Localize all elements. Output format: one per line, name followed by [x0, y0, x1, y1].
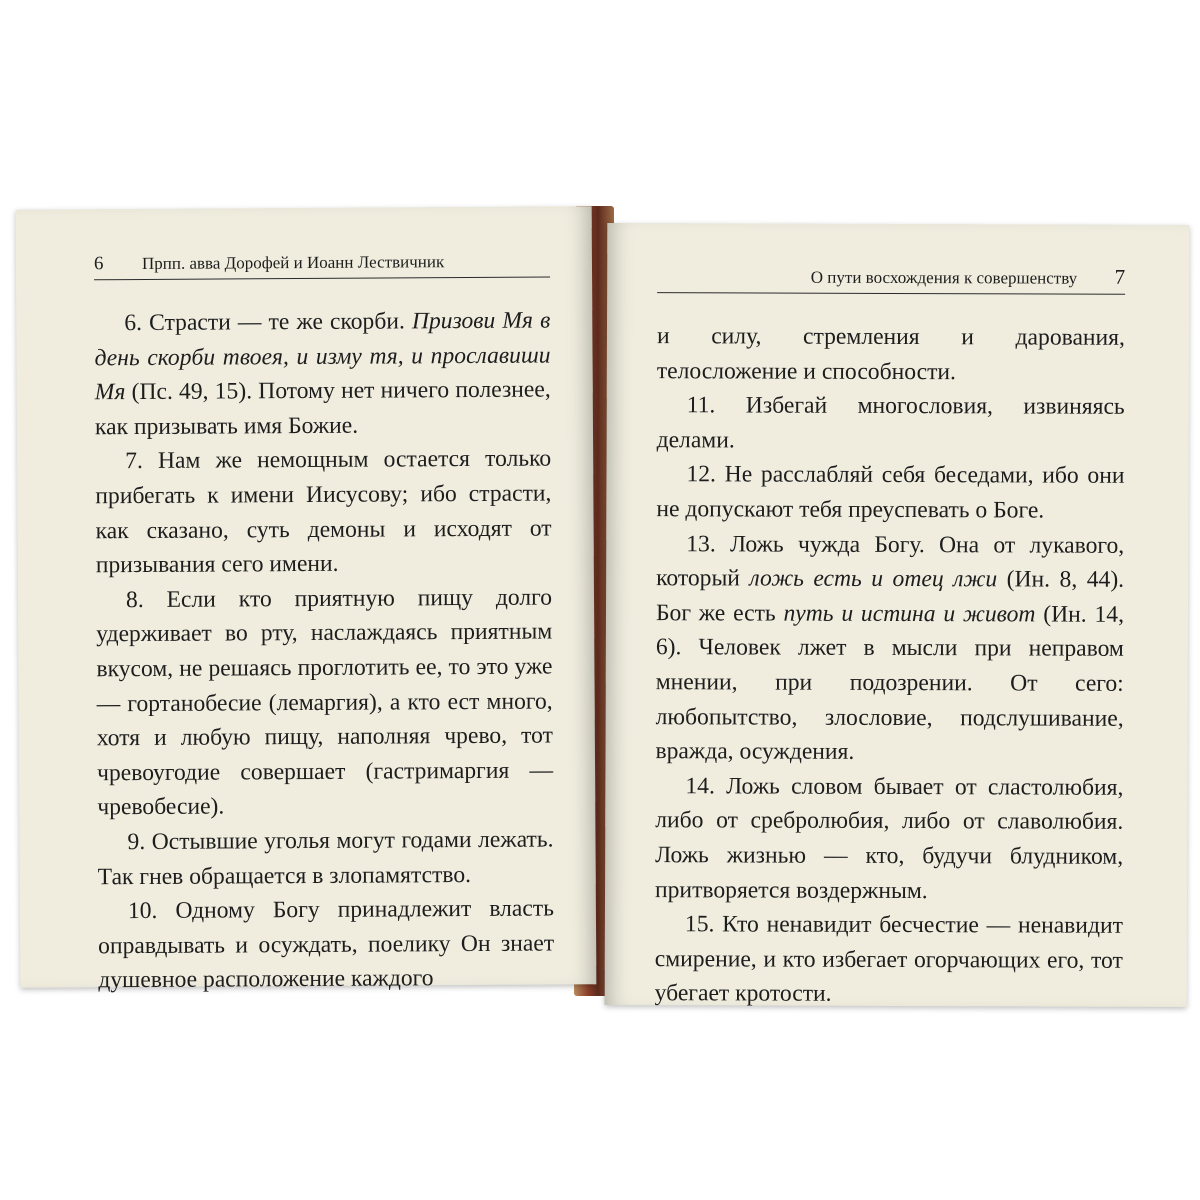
left-page-content — [94, 251, 555, 999]
text-segment: 8. Если кто приятную пищу долго удерживает во рту, наслаждаясь приятным вкусом, не решаясь проглотить ее, то это уже — гортанобесие (лемаргия), а кто ест много, хотя и любую пищу, наполняя чрево, тот чревоугодие совершает (гастримаргия — чревобесие). — [96, 584, 554, 821]
text-segment: 7. Нам же немощным остается только прибегать к имени Иисусову; ибо страсти, как сказано, суть демоны и исходят от призывания сего имени. — [95, 445, 552, 579]
italic-quote: ложь есть и отец лжи — [749, 565, 998, 593]
text-segment: 11. Избегай многословия, извиняясь делами. — [656, 392, 1125, 454]
text-segment: 6. Страсти — те же скорби. — [124, 308, 412, 337]
left-running-head — [94, 251, 550, 281]
paragraph — [655, 907, 1123, 1012]
text-segment: (Ин. 14, 6). Человек лжет в мысли при неправом мнении, при подозрении. От сего: любопытство, злословие, подслушивание, вражда, осуждения. — [655, 601, 1125, 765]
paragraph — [94, 304, 551, 445]
paragraph — [655, 527, 1124, 771]
paragraph — [96, 580, 553, 825]
paragraph — [657, 388, 1125, 459]
right-page-content — [655, 263, 1126, 1013]
text-segment: 13. Ложь чужда Богу. Она от лукавого, который — [656, 530, 1125, 592]
paragraph — [95, 442, 552, 583]
paragraph — [656, 458, 1124, 529]
text-segment: 14. Ложь словом бывает от сластолюбия, либо от сребролюбия, либо от славолюбия. Ложь жизнью — кто, будучи блудником, притворяется воздержным. — [654, 772, 1124, 904]
italic-quote: путь и истина и живот — [783, 600, 1036, 628]
right-page — [605, 223, 1190, 1007]
text-segment: и силу, стремления и дарования, телосложение и способности. — [656, 323, 1126, 385]
text-segment: (Ин. 8, 44). Бог же есть — [655, 566, 1125, 627]
right-running-head-title: О пути восхождения к совершенству — [810, 267, 1078, 288]
italic-quote: Призови Мя в день скорби твоея, и изму тя, и прославиши Мя — [94, 307, 551, 406]
paragraph — [97, 822, 553, 894]
paragraph — [98, 892, 555, 999]
text-segment: 12. Не расслабляй себя беседами, ибо они не допускают тебя преуспевать о Боге. — [656, 461, 1125, 524]
paragraph — [655, 769, 1123, 909]
left-page-number: 6 — [93, 253, 104, 275]
text-segment: (Пс. 49, 15). Потому нет ничего полезнее, как призывать имя Божие. — [94, 376, 551, 441]
right-body-text — [655, 319, 1125, 1013]
right-running-head — [657, 263, 1125, 295]
text-segment: 10. Одному Богу принадлежит власть оправдывать и осуждать, поелику Он знает душевное расположение каждого — [98, 895, 555, 994]
left-body-text — [94, 304, 554, 999]
text-segment: 9. Остывшие уголья могут годами лежать. Так гнев обращается в злопамятство. — [97, 826, 554, 890]
paragraph — [657, 319, 1125, 390]
left-running-head-title: Прпп. авва Дорофей и Иоанн Лествичник — [141, 252, 445, 273]
left-page — [16, 206, 597, 994]
right-page-number: 7 — [1114, 264, 1126, 289]
text-segment: 15. Кто ненавидит бесчестие — ненавидит смирение, и кто избегает огорчающих его, тот убегает кротости. — [654, 911, 1123, 1008]
